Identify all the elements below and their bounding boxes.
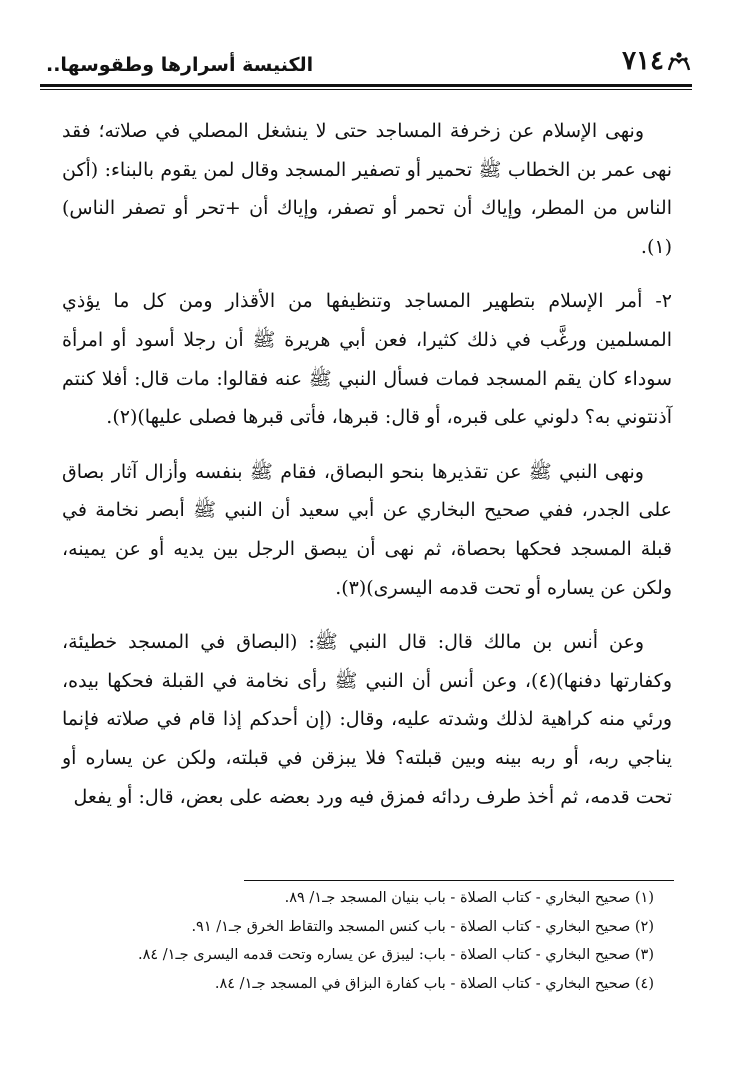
running-title: الكنيسة أسرارها وطقوسها..	[46, 54, 314, 76]
footnote-4: (٤) صحيح البخاري - كتاب الصلاة - باب كفارة البزاق في المسجد جـ١/ ٨٤.	[214, 975, 654, 992]
header-rule-thin	[40, 89, 692, 90]
paragraph-2: ٢- أمر الإسلام بتطهير المساجد وتنظيفها من الأقذار ومن كل ما يؤذي المسلمين ورغَّب في ذلك كثيرا، فعن أبي هريرة ﷺ أن رجلا أسود أو امرأة سوداء كان يقم المسجد فمات فسأل النبي ﷺ عنه فقالوا: مات قال: أفلا كنتم آذنتوني به؟ دلوني على قبره، أو قال: قبرها، فأتى قبرها فصلى عليها)(٢).	[62, 290, 672, 429]
paragraph-4: وعن أنس بن مالك قال: قال النبي ﷺ: (البصاق في المسجد خطيئة، وكفارتها دفنها)(٤)، وعن أنس أن النبي ﷺ رأى نخامة في القبلة فحكها بيده، ورئي منه كراهية لذلك وشدته عليه، وقال: (إن أحدكم إذا قام في صلاته فإنما يناجي ربه، أو ربه بينه وبين قبلته؟ فلا يبزقن في قبلته، ولكن عن يساره أو تحت قدمه، ثم أخذ طرف ردائه فمزق فيه ورد بعضه على بعض، قال: أو يفعل	[62, 631, 672, 808]
ornament-icon	[666, 50, 692, 74]
footnote-2: (٢) صحيح البخاري - كتاب الصلاة - باب كنس المسجد والتقاط الخرق جـ١/ ٩١.	[191, 918, 654, 935]
header-rule	[40, 84, 692, 87]
page-header	[40, 44, 692, 88]
paragraph-1: ونهى الإسلام عن زخرفة المساجد حتى لا ينشغل المصلي في صلاته؛ فقد نهى عمر بن الخطاب ﷺ تحمير أو تصفير المسجد وقال لمن يقوم بالبناء: (أكن الناس من المطر، وإياك أن تحمر أو تصفر، وإياك أن +تحر أو تصفر الناس)(١).	[62, 120, 672, 258]
paragraph-3: ونهى النبي ﷺ عن تقذيرها بنحو البصاق، فقام ﷺ بنفسه وأزال آثار بصاق على الجدر، ففي صحيح البخاري عن أبي سعيد أن النبي ﷺ أبصر نخامة في قبلة المسجد فحكها بحصاة، ثم نهى أن يبصق الرجل بين يديه أو عن يمينه، ولكن عن يساره أو تحت قدمه اليسرى)(٣).	[62, 460, 672, 599]
page-number: ٧١٤	[622, 46, 664, 76]
footnote-separator	[244, 880, 674, 881]
page-number-block	[622, 48, 692, 74]
footnote-3: (٣) صحيح البخاري - كتاب الصلاة - باب: ليبزق عن يساره وتحت قدمه اليسرى جـ١/ ٨٤.	[137, 947, 654, 963]
footnote-1: (١) صحيح البخاري - كتاب الصلاة - باب بنيان المسجد جـ١/ ٨٩.	[284, 890, 654, 906]
footnotes	[62, 884, 654, 998]
body-text	[62, 112, 672, 832]
